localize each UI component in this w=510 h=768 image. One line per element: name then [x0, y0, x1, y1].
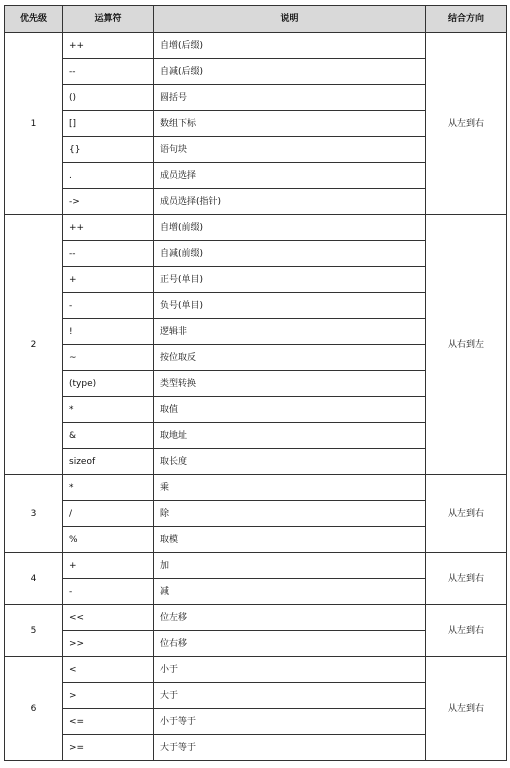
description-cell: 减	[154, 579, 426, 605]
description-cell: 加	[154, 553, 426, 579]
description-cell: 按位取反	[154, 345, 426, 371]
description-cell: 除	[154, 501, 426, 527]
description-cell: 乘	[154, 475, 426, 501]
description-cell: 逻辑非	[154, 319, 426, 345]
description-cell: 类型转换	[154, 371, 426, 397]
operator-cell: ->	[63, 189, 154, 215]
header-associativity: 结合方向	[426, 6, 507, 33]
description-cell: 取值	[154, 397, 426, 423]
operator-cell: ++	[63, 33, 154, 59]
header-priority: 优先级	[5, 6, 63, 33]
operator-cell: --	[63, 59, 154, 85]
table-row	[5, 475, 507, 501]
operator-cell: +	[63, 267, 154, 293]
description-cell: 小于等于	[154, 709, 426, 735]
priority-cell: 5	[5, 605, 63, 657]
operator-cell: sizeof	[63, 449, 154, 475]
description-cell: 正号(单目)	[154, 267, 426, 293]
description-cell: 自增(后缀)	[154, 33, 426, 59]
operator-cell: ~	[63, 345, 154, 371]
operator-cell: ()	[63, 85, 154, 111]
operator-precedence-table	[4, 5, 507, 761]
operator-cell: {}	[63, 137, 154, 163]
description-cell: 取模	[154, 527, 426, 553]
associativity-cell: 从右到左	[426, 215, 507, 475]
description-cell: 大于等于	[154, 735, 426, 761]
table-row	[5, 215, 507, 241]
description-cell: 负号(单目)	[154, 293, 426, 319]
operator-cell: !	[63, 319, 154, 345]
description-cell: 语句块	[154, 137, 426, 163]
description-cell: 数组下标	[154, 111, 426, 137]
operator-cell: ++	[63, 215, 154, 241]
description-cell: 取地址	[154, 423, 426, 449]
description-cell: 位右移	[154, 631, 426, 657]
operator-cell: *	[63, 475, 154, 501]
description-cell: 自增(前缀)	[154, 215, 426, 241]
operator-cell: -	[63, 293, 154, 319]
table-row	[5, 553, 507, 579]
description-cell: 取长度	[154, 449, 426, 475]
header-description: 说明	[154, 6, 426, 33]
priority-cell: 6	[5, 657, 63, 761]
description-cell: 位左移	[154, 605, 426, 631]
operator-cell: >	[63, 683, 154, 709]
operator-cell: <=	[63, 709, 154, 735]
associativity-cell: 从左到右	[426, 657, 507, 761]
associativity-cell: 从左到右	[426, 605, 507, 657]
table-row	[5, 605, 507, 631]
operator-cell: -	[63, 579, 154, 605]
operator-cell: /	[63, 501, 154, 527]
operator-cell: <	[63, 657, 154, 683]
operator-cell: <<	[63, 605, 154, 631]
description-cell: 自减(后缀)	[154, 59, 426, 85]
operator-cell: []	[63, 111, 154, 137]
associativity-cell: 从左到右	[426, 553, 507, 605]
operator-cell: *	[63, 397, 154, 423]
description-cell: 大于	[154, 683, 426, 709]
table-row	[5, 33, 507, 59]
operator-cell: &	[63, 423, 154, 449]
table-header	[5, 6, 507, 33]
description-cell: 成员选择(指针)	[154, 189, 426, 215]
header-row	[5, 6, 507, 33]
table-body	[5, 33, 507, 761]
operator-cell: (type)	[63, 371, 154, 397]
priority-cell: 1	[5, 33, 63, 215]
description-cell: 自减(前缀)	[154, 241, 426, 267]
associativity-cell: 从左到右	[426, 475, 507, 553]
operator-cell: --	[63, 241, 154, 267]
description-cell: 圆括号	[154, 85, 426, 111]
header-operator: 运算符	[63, 6, 154, 33]
operator-cell: >=	[63, 735, 154, 761]
operator-cell: .	[63, 163, 154, 189]
operator-cell: %	[63, 527, 154, 553]
description-cell: 成员选择	[154, 163, 426, 189]
operator-cell: >>	[63, 631, 154, 657]
operator-cell: +	[63, 553, 154, 579]
description-cell: 小于	[154, 657, 426, 683]
table-row	[5, 657, 507, 683]
priority-cell: 2	[5, 215, 63, 475]
associativity-cell: 从左到右	[426, 33, 507, 215]
priority-cell: 3	[5, 475, 63, 553]
priority-cell: 4	[5, 553, 63, 605]
